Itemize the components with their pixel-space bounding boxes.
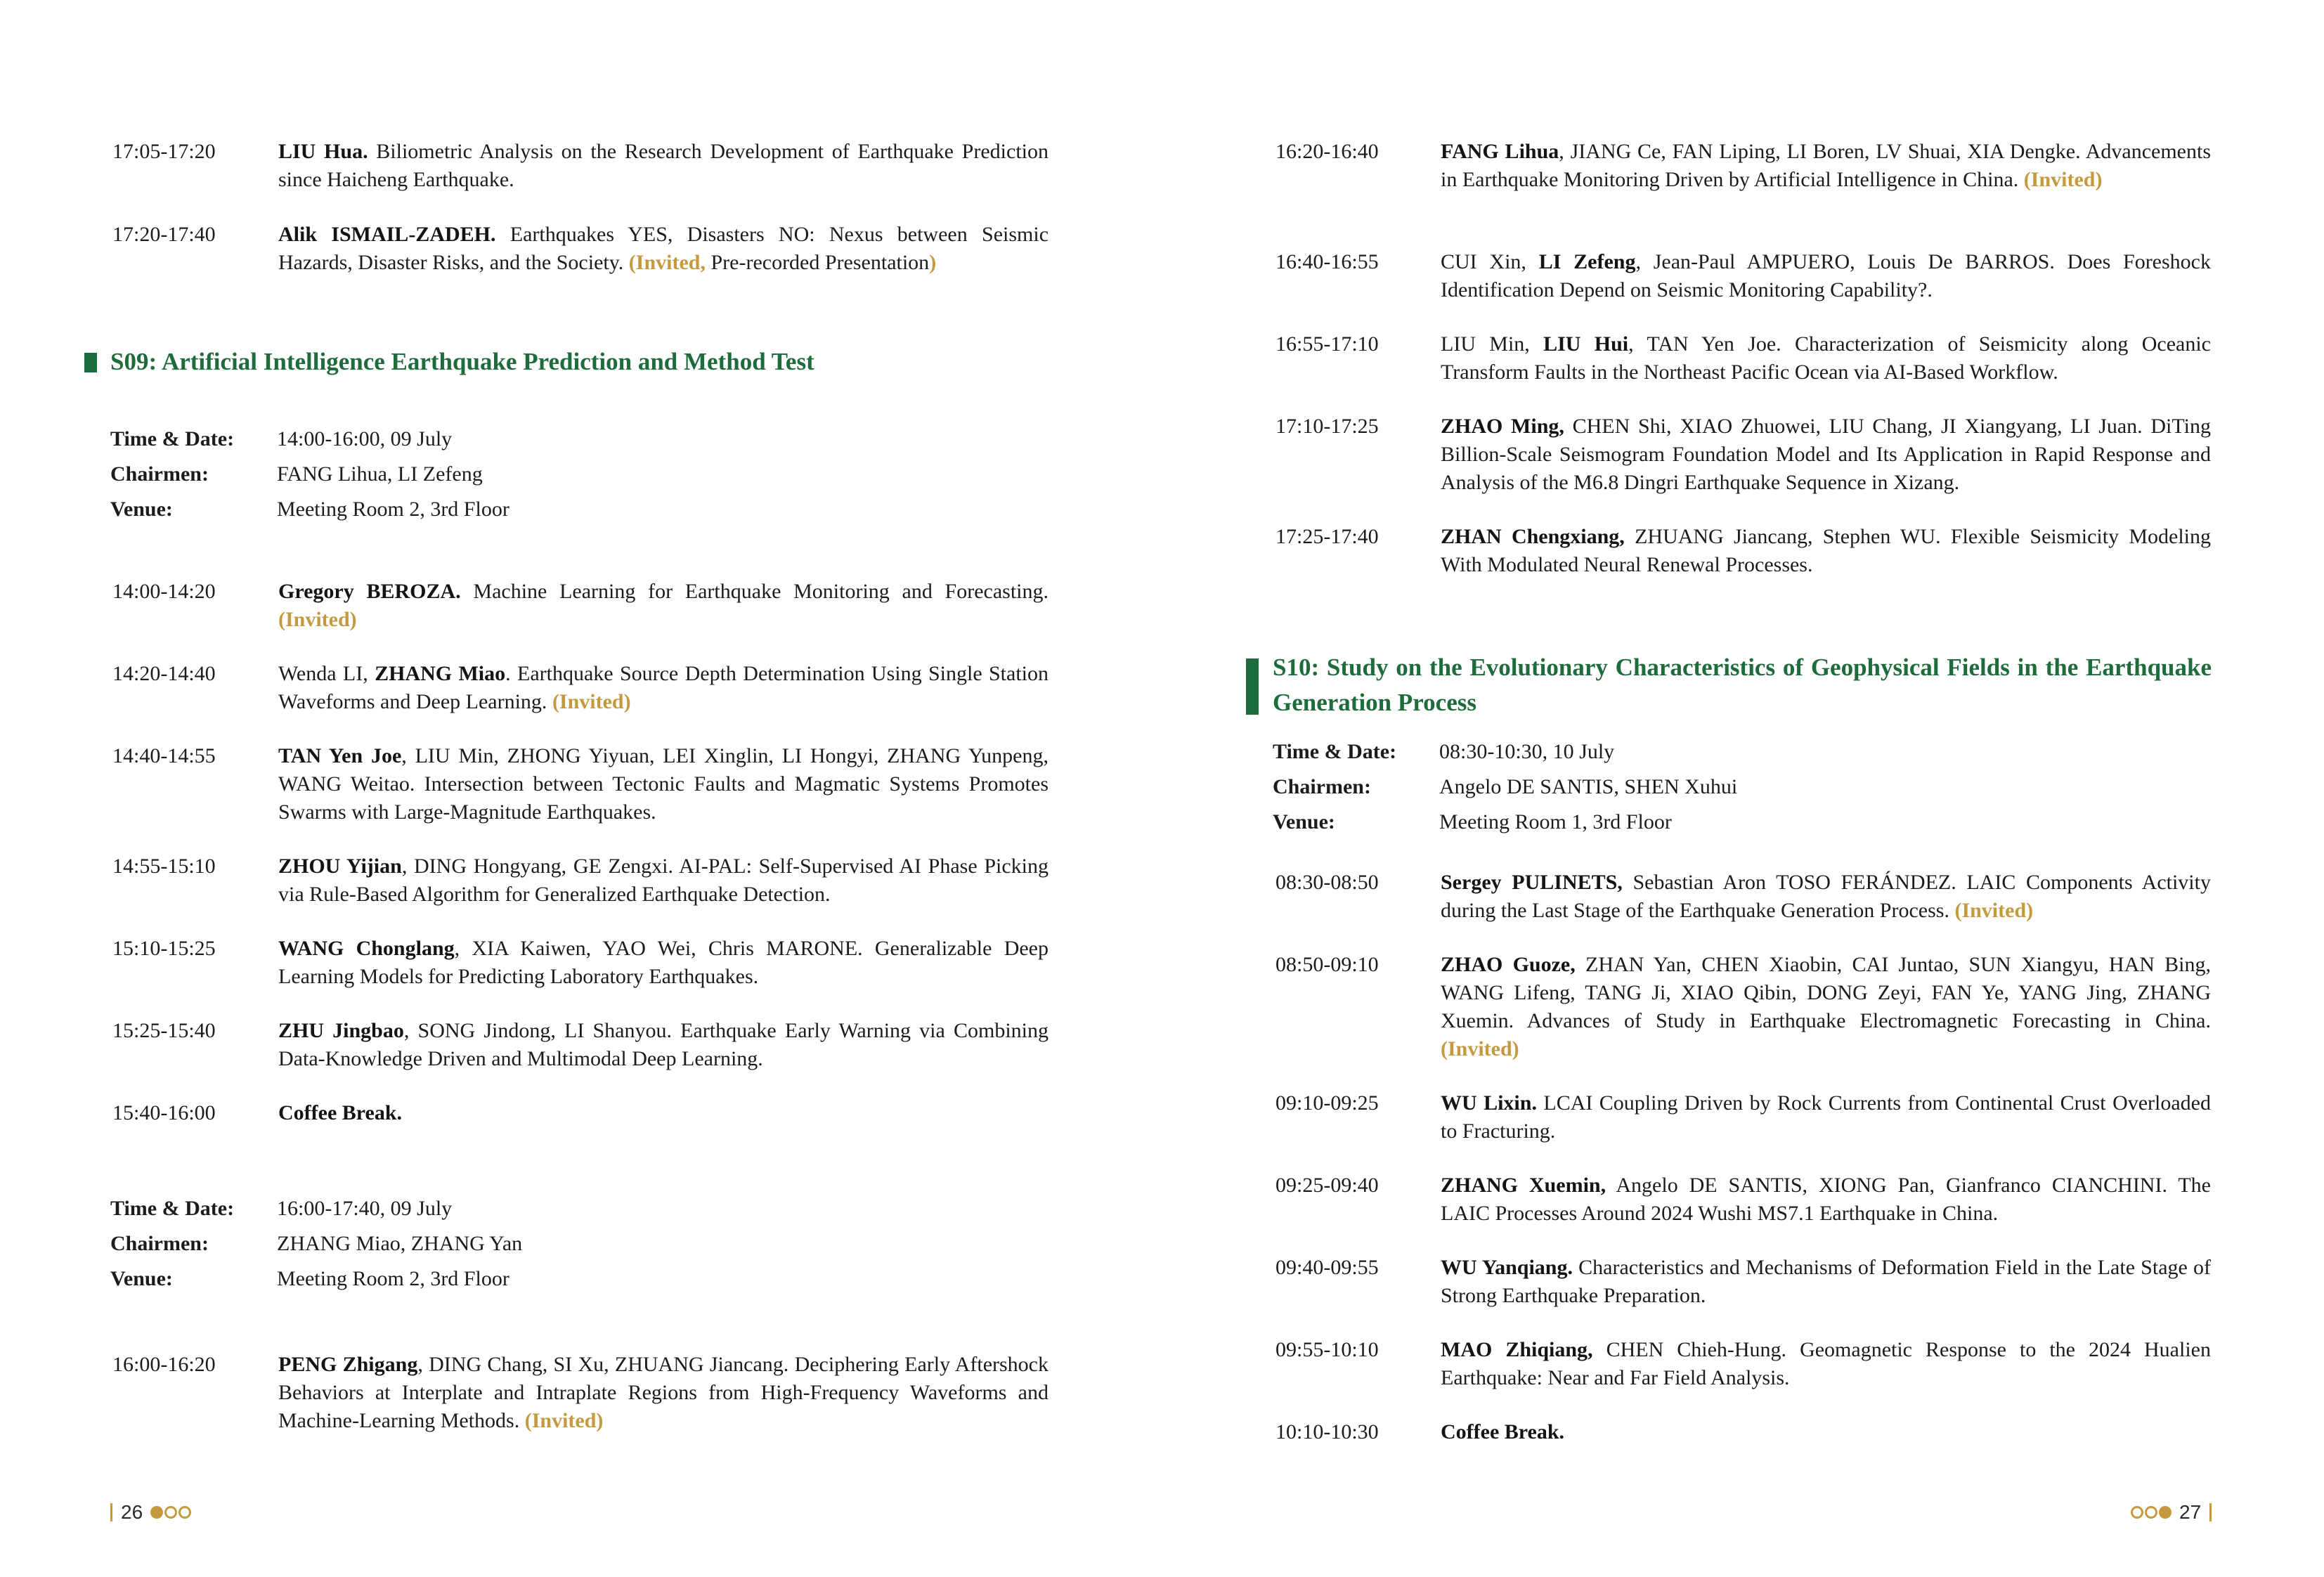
invited-tag: (Invited) [524,1409,604,1432]
entry-text: ZHOU Yijian, DING Hongyang, GE Zengxi. AI-PAL: Self-Supervised AI Phase Picking via Rule-Based Algorithm for Generalized Earthquake Detection. [278,855,1049,906]
entry-time: 14:20-14:40 [112,662,216,685]
session-title-s09: S09: Artificial Intelligence Earthquake Prediction and Method Test [110,344,1052,379]
entry-text: TAN Yen Joe, LIU Min, ZHONG Yiyuan, LEI Xinglin, LI Hongyi, ZHANG Yunpeng, WANG Weitao. Intersection between Tectonic Faults and Magmatic Systems Promotes Swarms with Large-Magnitude Earthquakes. [278,744,1049,824]
entry-text: ZHU Jingbao, SONG Jindong, LI Shanyou. Earthquake Early Warning via Combining Data-Knowledge Driven and Multimodal Deep Learning. [278,1019,1049,1070]
entry-time: 14:00-14:20 [112,580,216,603]
invited-tag: (Invited, [628,251,706,274]
entry-time: 17:20-17:40 [112,223,216,246]
entry-text: ZHAO Ming, CHEN Shi, XIAO Zhuowei, LIU Chang, JI Xiangyang, LI Juan. DiTing Billion-Scale Seismogram Foundation Model and Its Application in Rapid Response and Analysis of the M6.8 Dingri Earthquake Sequence in Xizang. [1441,415,2211,494]
entry-time: 17:05-17:20 [112,140,216,163]
session-info-block: Time & Date: 14:00-16:00, 09 July Chairmen: FANG Lihua, LI Zefeng Venue: Meeting Room 2, 3rd Floor [110,427,509,521]
entry-text: ZHAO Guoze, ZHAN Yan, CHEN Xiaobin, CAI Juntao, SUN Xiangyu, HAN Bing, WANG Lifeng, TANG Ji, XIAO Qibin, DONG Zeyi, FAN Ye, YANG Jing, ZHANG Xuemin. Advances of Study in Earthquake Electromagnetic Forecasting in China. (Invited) [1441,953,2211,1060]
entry-time: 16:55-17:10 [1275,332,1379,356]
entry-time: 14:55-15:10 [112,855,216,878]
entry-time: 16:20-16:40 [1275,140,1379,163]
entry-text: MAO Zhiqiang, CHEN Chieh-Hung. Geomagnetic Response to the 2024 Hualien Earthquake: Near and Far Field Analysis. [1441,1338,2211,1389]
entry-time: 15:40-16:00 [112,1101,216,1124]
page-number-bar [2209,1503,2212,1521]
dot-decoration [178,1506,191,1519]
invited-tag: (Invited) [278,608,357,631]
page-number-left: 26 [110,1500,192,1525]
entry-text: WU Yanqiang. Characteristics and Mechanisms of Deformation Field in the Late Stage of Strong Earthquake Preparation. [1441,1256,2212,1307]
entry-text: WU Lixin. LCAI Coupling Driven by Rock Currents from Continental Crust Overloaded to Fracturing. [1441,1091,2212,1143]
entry-text: ZHAN Chengxiang, ZHUANG Jiancang, Stephen WU. Flexible Seismicity Modeling With Modulated Neural Renewal Processes. [1441,525,2211,576]
entry-text: Wenda LI, ZHANG Miao. Earthquake Source Depth Determination Using Single Station Waveforms and Deep Learning. (Invited) [278,662,1049,713]
entry-text: Alik ISMAIL-ZADEH. Earthquakes YES, Disasters NO: Nexus between Seismic Hazards, Disaster Risks, and the Society. (Invited, Pre-recorded Presentation) [278,223,1049,274]
entry-time: 10:10-10:30 [1275,1420,1379,1443]
page-number-bar [110,1503,112,1521]
entry-time: 09:40-09:55 [1275,1256,1379,1279]
dot-decoration [150,1506,163,1519]
entry-text: Coffee Break. [1441,1420,1565,1443]
dot-decoration [2159,1506,2172,1519]
entry-time: 09:10-09:25 [1275,1091,1379,1115]
invited-tag: (Invited) [1441,1037,1519,1060]
entry-text: PENG Zhigang, DING Chang, SI Xu, ZHUANG Jiancang. Deciphering Early Aftershock Behaviors at Interplate and Intraplate Regions from High-Frequency Waveforms and Machine-Learning Methods. (Invited) [278,1353,1049,1432]
entry-text: WANG Chonglang, XIA Kaiwen, YAO Wei, Chris MARONE. Generalizable Deep Learning Models for Predicting Laboratory Earthquakes. [278,937,1049,988]
entry-time: 15:10-15:25 [112,937,216,960]
entry-time: 14:40-14:55 [112,744,216,767]
page-number-right: 27 [2130,1500,2212,1525]
entry-text: FANG Lihua, JIANG Ce, FAN Liping, LI Boren, LV Shuai, XIA Dengke. Advancements in Earthquake Monitoring Driven by Artificial Intelligence in China. (Invited) [1441,140,2211,191]
entry-text: Coffee Break. [278,1101,403,1124]
entry-time: 17:25-17:40 [1275,525,1379,548]
entry-time: 17:10-17:25 [1275,415,1379,438]
entry-text: CUI Xin, LI Zefeng, Jean-Paul AMPUERO, Louis De BARROS. Does Foreshock Identification Depend on Seismic Monitoring Capability?. [1441,250,2211,301]
entry-time: 16:40-16:55 [1275,250,1379,273]
dot-decoration [2131,1506,2143,1519]
entry-time: 08:50-09:10 [1275,953,1379,976]
dot-decoration [164,1506,177,1519]
entry-time: 08:30-08:50 [1275,871,1379,894]
session-marker [84,353,97,372]
entry-time: 15:25-15:40 [112,1019,216,1042]
entry-time: 16:00-16:20 [112,1353,216,1376]
session-marker [1246,658,1259,715]
entry-text: LIU Min, LIU Hui, TAN Yen Joe. Characterization of Seismicity along Oceanic Transform Faults in the Northeast Pacific Ocean via AI-Based Workflow. [1441,332,2211,384]
entry-time: 09:55-10:10 [1275,1338,1379,1361]
entry-text: LIU Hua. Biliometric Analysis on the Research Development of Earthquake Prediction since Haicheng Earthquake. [278,140,1049,191]
invited-tag: (Invited) [2023,168,2103,191]
entry-text: Sergey PULINETS, Sebastian Aron TOSO FERÁNDEZ. LAIC Components Activity during the Last Stage of the Earthquake Generation Process. (Invited) [1441,871,2211,922]
session-info-block: Time & Date: 08:30-10:30, 10 July Chairmen: Angelo DE SANTIS, SHEN Xuhui Venue: Meeting Room 1, 3rd Floor [1273,740,1738,833]
entry-text: Gregory BEROZA. Machine Learning for Earthquake Monitoring and Forecasting. (Invited) [278,580,1049,631]
dot-decoration [2145,1506,2157,1519]
entry-text: ZHANG Xuemin, Angelo DE SANTIS, XIONG Pan, Gianfranco CIANCHINI. The LAIC Processes Around 2024 Wushi MS7.1 Earthquake in China. [1441,1174,2211,1225]
entry-time: 09:25-09:40 [1275,1174,1379,1197]
session-info-block: Time & Date: 16:00-17:40, 09 July Chairmen: ZHANG Miao, ZHANG Yan Venue: Meeting Room 2, 3rd Floor [110,1197,523,1290]
right-page [1162,0,2324,1577]
invited-tag: (Invited) [1954,899,2034,922]
session-title-s10: S10: Study on the Evolutionary Characteristics of Geophysical Fields in the Earthquake Generation Process [1273,650,2212,720]
invited-tag: (Invited) [552,690,631,713]
